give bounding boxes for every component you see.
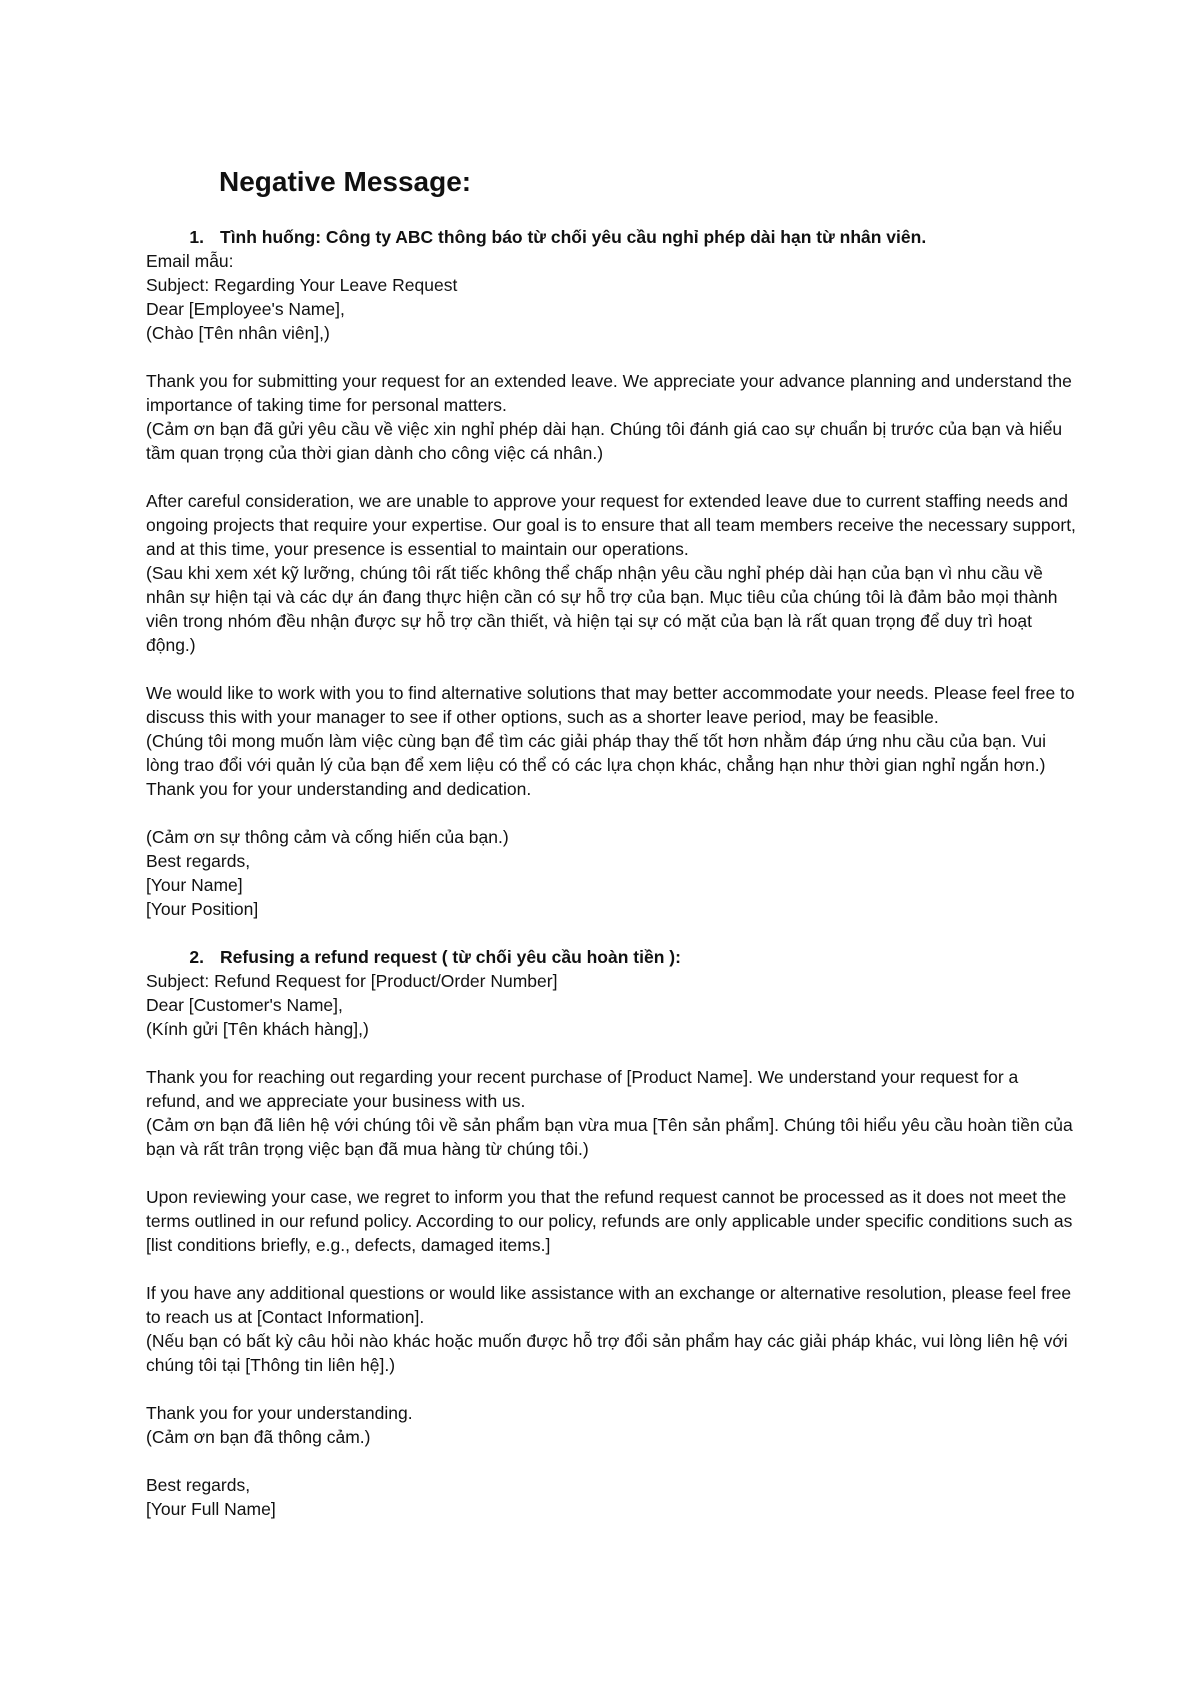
document-body <box>146 225 1076 1521</box>
spacer <box>146 801 1076 825</box>
spacer <box>146 1041 1076 1065</box>
section-1-number: 1. <box>189 227 204 247</box>
refund-paragraph-3-vi: (Nếu bạn có bất kỳ câu hỏi nào khác hoặc muốn được hỗ trợ đổi sản phẩm hay các giải pháp khác, vui lòng liên hệ với chúng tôi tại [Thông tin liên hệ].) <box>146 1331 1068 1375</box>
refund-paragraph-1-vi: (Cảm ơn bạn đã liên hệ với chúng tôi về sản phẩm bạn vừa mua [Tên sản phẩm]. Chúng tôi hiểu yêu cầu hoàn tiền của bạn và rất trân trọng việc bạn đã mua hàng từ chúng tôi.) <box>146 1115 1073 1159</box>
leave-paragraph-1: Thank you for submitting your request for an extended leave. We appreciate your advance planning and understand the importance of taking time for personal matters. <box>146 371 1072 415</box>
leave-paragraph-2: After careful consideration, we are unable to approve your request for extended leave due to current staffing needs and ongoing projects that require your expertise. Our goal is to ensure that all team members receive the necessary support, and at this time, your presence is essential to maintain our operations. <box>146 491 1076 559</box>
refund-signature-name: [Your Full Name] <box>146 1499 276 1519</box>
spacer <box>146 657 1076 681</box>
spacer <box>146 1161 1076 1185</box>
section-2-number: 2. <box>189 947 204 967</box>
spacer <box>146 1257 1076 1281</box>
leave-paragraph-2-vi: (Sau khi xem xét kỹ lưỡng, chúng tôi rất tiếc không thể chấp nhận yêu cầu nghỉ phép dài hạn của bạn vì nhu cầu về nhân sự hiện tại và các dự án đang thực hiện cần có sự hỗ trợ của bạn. Mục tiêu của chúng tôi là đảm bảo mọi thành viên trong nhóm đều nhận được sự hỗ trợ cần thiết, và hiện tại sự có mặt của bạn là rất quan trọng để duy trì hoạt động.) <box>146 563 1058 655</box>
refund-closing: Best regards, <box>146 1475 251 1495</box>
spacer <box>146 1377 1076 1401</box>
section-2-heading <box>146 945 1076 969</box>
leave-closing: Best regards, <box>146 851 251 871</box>
refund-paragraph-1: Thank you for reaching out regarding your recent purchase of [Product Name]. We understand your request for a refund, and we appreciate your business with us. <box>146 1067 1019 1111</box>
email-label: Email mẫu: <box>146 251 234 271</box>
refund-thanks: Thank you for your understanding. <box>146 1403 413 1423</box>
refund-paragraph-2: Upon reviewing your case, we regret to inform you that the refund request cannot be processed as it does not meet the terms outlined in our refund policy. According to our policy, refunds are only applicable under specific conditions such as [list conditions briefly, e.g., defects, damaged items.] <box>146 1187 1073 1255</box>
leave-subject: Subject: Regarding Your Leave Request <box>146 275 458 295</box>
refund-salutation: Dear [Customer's Name], <box>146 995 343 1015</box>
leave-thanks-vi: (Cảm ơn sự thông cảm và cống hiến của bạn.) <box>146 827 509 847</box>
section-1-heading-text: Tình huống: Công ty ABC thông báo từ chối yêu cầu nghỉ phép dài hạn từ nhân viên. <box>220 227 927 247</box>
leave-paragraph-3: We would like to work with you to find alternative solutions that may better accommodate your needs. Please feel free to discuss this with your manager to see if other options, such as a shorter leave period, may be feasible. <box>146 683 1075 727</box>
section-1-heading <box>146 225 1076 249</box>
leave-salutation: Dear [Employee's Name], <box>146 299 345 319</box>
leave-signature-position: [Your Position] <box>146 899 259 919</box>
refund-paragraph-3: If you have any additional questions or would like assistance with an exchange or alternative resolution, please feel free to reach us at [Contact Information]. <box>146 1283 1072 1327</box>
leave-paragraph-1-vi: (Cảm ơn bạn đã gửi yêu cầu về việc xin nghỉ phép dài hạn. Chúng tôi đánh giá cao sự chuẩn bị trước của bạn và hiểu tầm quan trọng của thời gian dành cho công việc cá nhân.) <box>146 419 1063 463</box>
spacer <box>146 921 1076 945</box>
leave-signature-name: [Your Name] <box>146 875 243 895</box>
spacer <box>146 465 1076 489</box>
refund-salutation-vi: (Kính gửi [Tên khách hàng],) <box>146 1019 369 1039</box>
spacer <box>146 1449 1076 1473</box>
leave-thanks: Thank you for your understanding and dedication. <box>146 779 532 799</box>
spacer <box>146 345 1076 369</box>
section-2-heading-text: Refusing a refund request ( từ chối yêu cầu hoàn tiền ): <box>220 947 681 967</box>
leave-salutation-vi: (Chào [Tên nhân viên],) <box>146 323 330 343</box>
document-title: Negative Message: <box>219 166 472 197</box>
leave-paragraph-3-vi: (Chúng tôi mong muốn làm việc cùng bạn để tìm các giải pháp thay thế tốt hơn nhằm đáp ứng nhu cầu của bạn. Vui lòng trao đổi với quản lý của bạn để xem liệu có thể có các lựa chọn khác, chẳng hạn như thời gian nghỉ ngắn hơn.) <box>146 731 1047 775</box>
refund-subject: Subject: Refund Request for [Product/Order Number] <box>146 971 558 991</box>
refund-thanks-vi: (Cảm ơn bạn đã thông cảm.) <box>146 1427 371 1447</box>
